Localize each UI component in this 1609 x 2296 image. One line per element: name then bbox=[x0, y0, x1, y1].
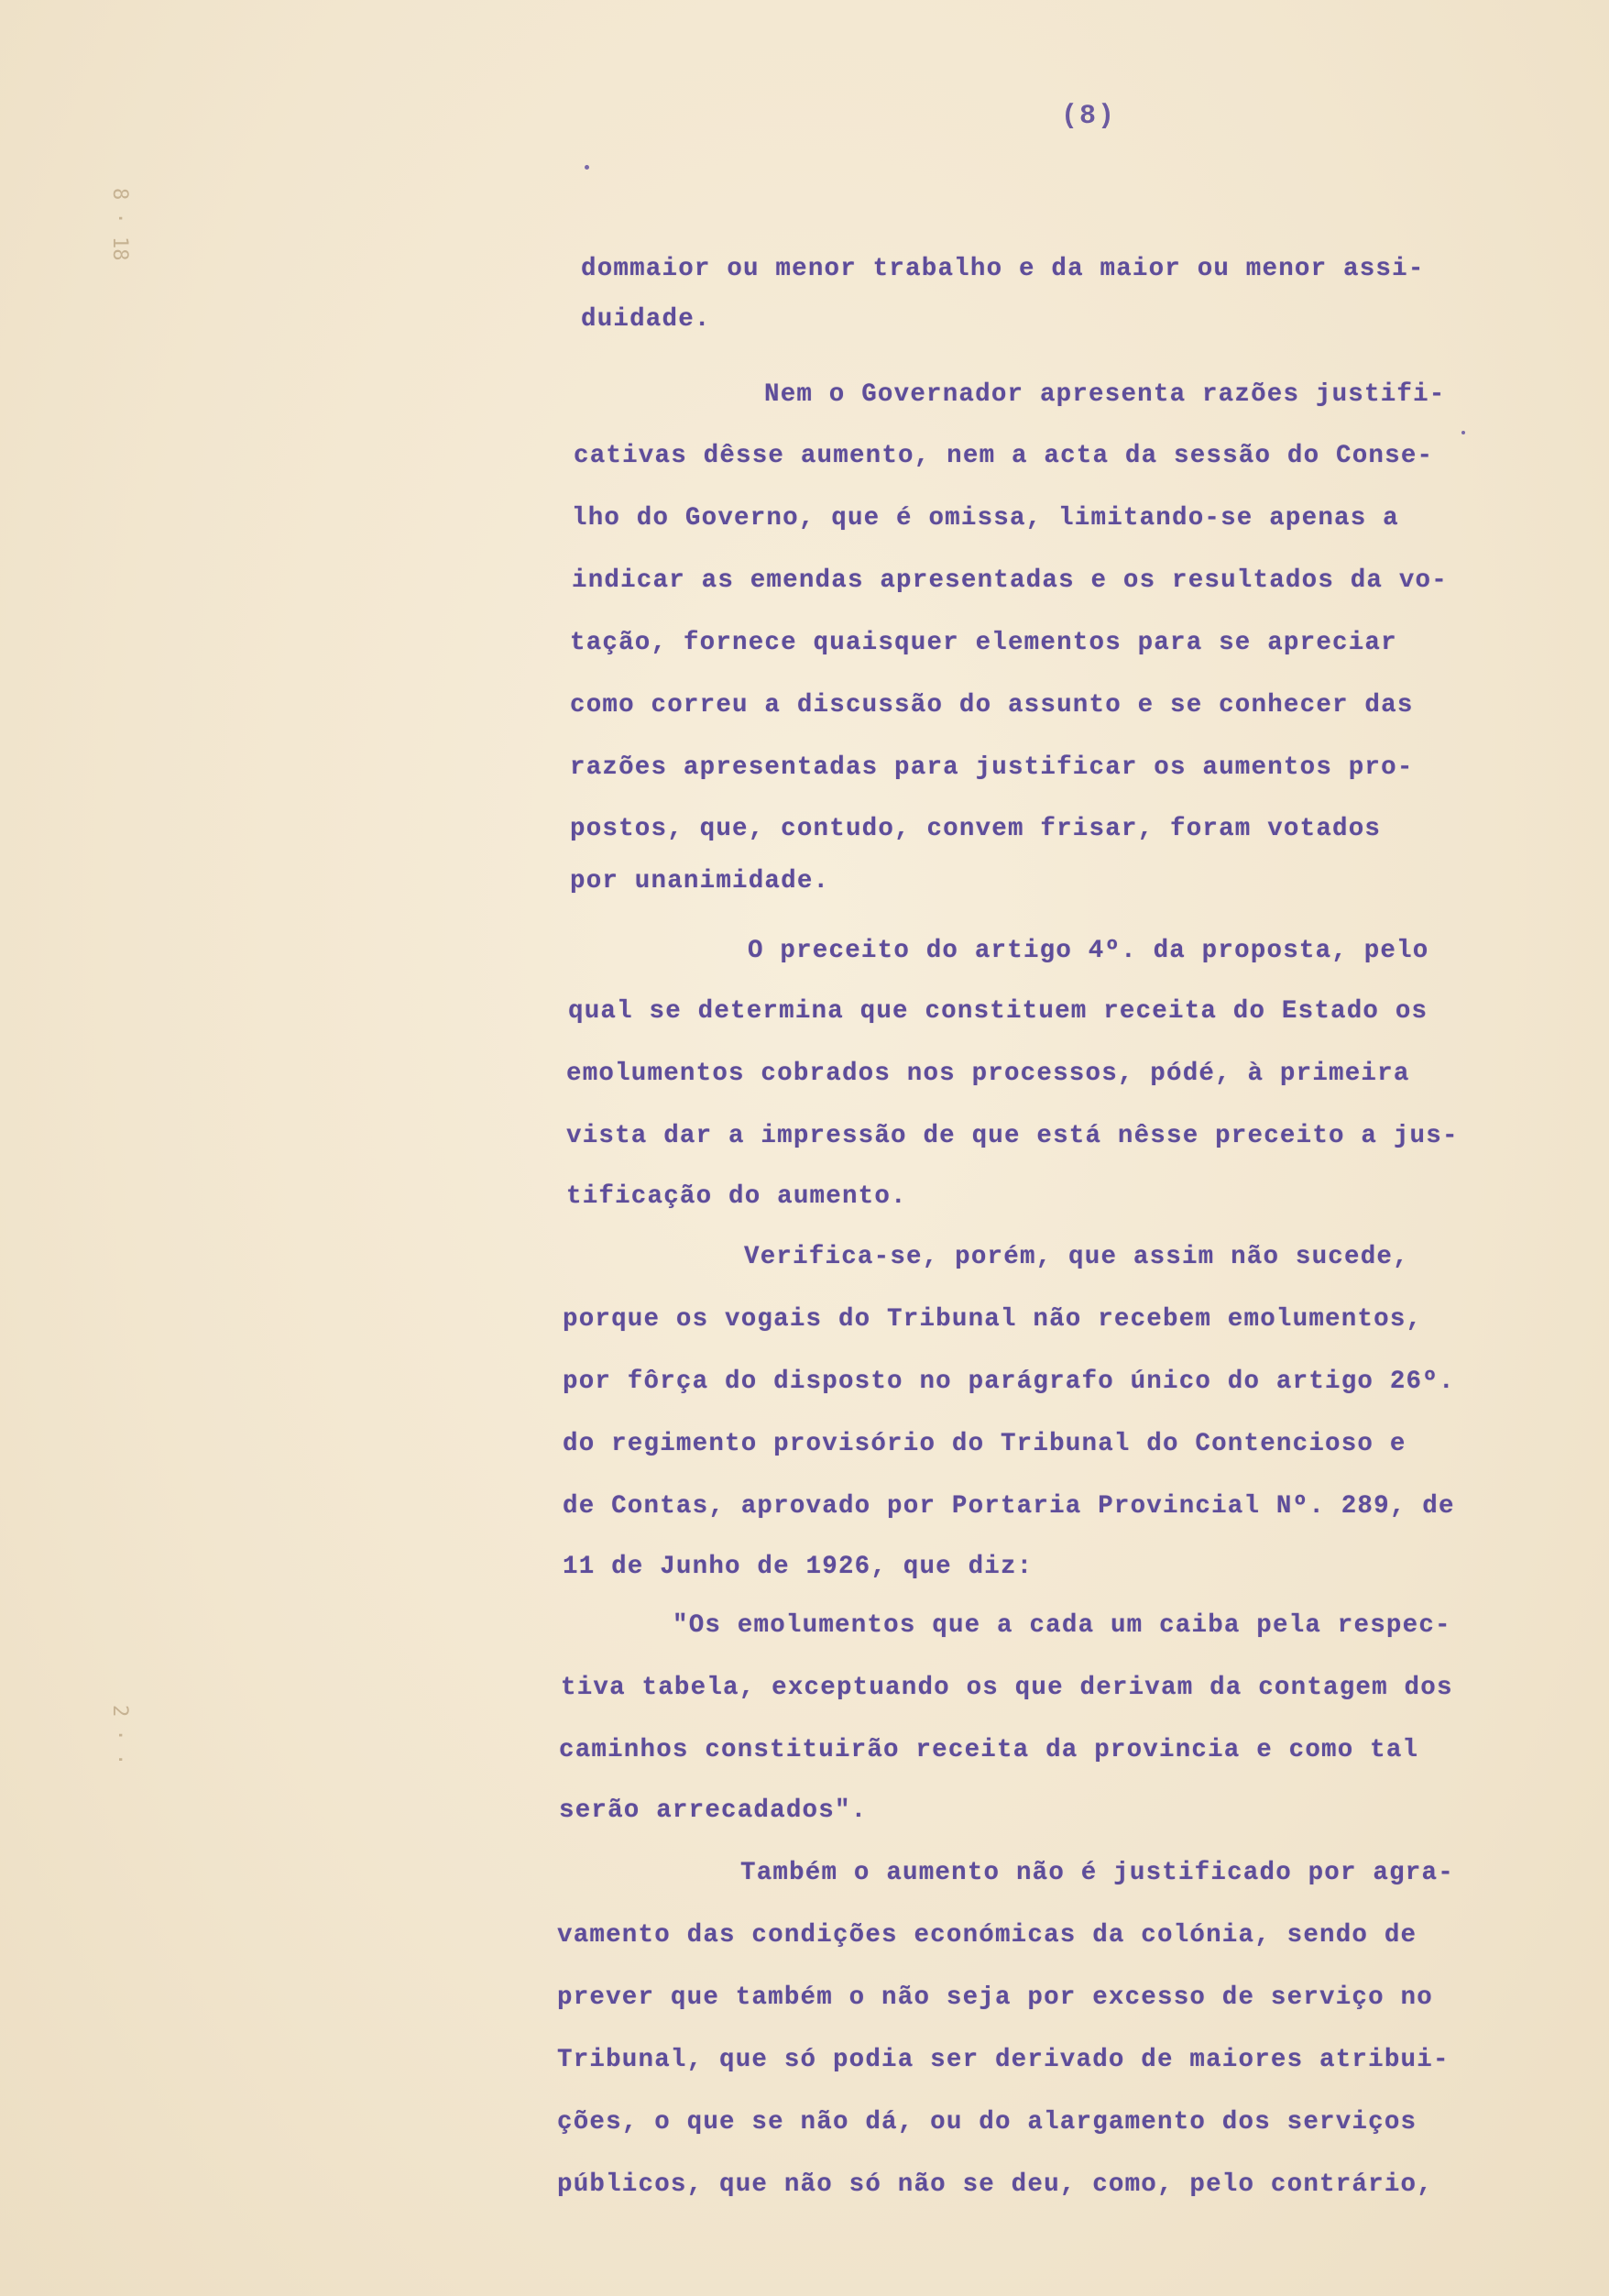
text-line: tificação do aumento. bbox=[566, 1182, 907, 1211]
text-line: Também o aumento não é justificado por agra- bbox=[740, 1859, 1454, 1887]
text-line: 11 de Junho de 1926, que diz: bbox=[563, 1553, 1034, 1581]
text-line: Nem o Governador apresenta razões justifi- bbox=[764, 380, 1446, 409]
stray-dot bbox=[585, 165, 589, 170]
text-line: porque os vogais do Tribunal não recebem emolumentos, bbox=[563, 1305, 1423, 1334]
text-line: prever que também o não seja por excesso de serviço no bbox=[557, 1983, 1433, 2012]
text-line: ções, o que se não dá, ou do alargamento dos serviços bbox=[557, 2108, 1417, 2137]
text-line: tiva tabela, exceptuando os que derivam da contagem dos bbox=[561, 1674, 1453, 1702]
text-line: indicar as emendas apresentadas e os resultados da vo- bbox=[572, 566, 1448, 595]
text-line: O preceito do artigo 4º. da proposta, pelo bbox=[748, 937, 1429, 965]
text-line: qual se determina que constituem receita do Estado os bbox=[568, 997, 1428, 1026]
text-line: públicos, que não só não se deu, como, pelo contrário, bbox=[557, 2170, 1433, 2199]
text-line: vamento das condições económicas da colónia, sendo de bbox=[557, 1921, 1417, 1950]
text-line: postos, que, contudo, convem frisar, foram votados bbox=[570, 815, 1382, 843]
text-line: por fôrça do disposto no parágrafo único do artigo 26º. bbox=[563, 1368, 1455, 1396]
text-line: Verifica-se, porém, que assim não sucede, bbox=[744, 1243, 1409, 1271]
text-line: cativas dêsse aumento, nem a acta da sessão do Conse- bbox=[574, 442, 1434, 470]
text-line: por unanimidade. bbox=[570, 867, 830, 895]
text-line: como correu a discussão do assunto e se conhecer das bbox=[570, 691, 1414, 720]
margin-mark-middle: 2 · · bbox=[108, 1705, 131, 1766]
text-line: razões apresentadas para justificar os aumentos pro- bbox=[570, 753, 1414, 782]
text-line: emolumentos cobrados nos processos, pódé, à primeira bbox=[566, 1060, 1410, 1088]
text-line: "Os emolumentos que a cada um caiba pela respec- bbox=[673, 1611, 1451, 1640]
text-line: dommaior ou menor trabalho e da maior ou menor assi- bbox=[581, 255, 1425, 283]
text-line: lho do Governo, que é omissa, limitando-se apenas a bbox=[572, 504, 1399, 533]
text-line: vista dar a impressão de que está nêsse preceito a jus- bbox=[566, 1122, 1459, 1150]
text-line: tação, fornece quaisquer elementos para se apreciar bbox=[570, 629, 1397, 657]
text-line: do regimento provisório do Tribunal do Contencioso e bbox=[563, 1430, 1407, 1458]
text-line: de Contas, aprovado por Portaria Provincial Nº. 289, de bbox=[563, 1492, 1455, 1521]
margin-mark-top: 8 · 18 bbox=[108, 188, 131, 261]
text-line: Tribunal, que só podia ser derivado de maiores atribui- bbox=[557, 2046, 1450, 2074]
text-line: duidade. bbox=[581, 305, 711, 334]
page-number: (8) bbox=[1061, 101, 1117, 132]
text-line: caminhos constituirão receita da provincia e como tal bbox=[559, 1736, 1419, 1764]
text-line: serão arrecadados". bbox=[559, 1796, 868, 1825]
stray-dot bbox=[1461, 431, 1465, 434]
